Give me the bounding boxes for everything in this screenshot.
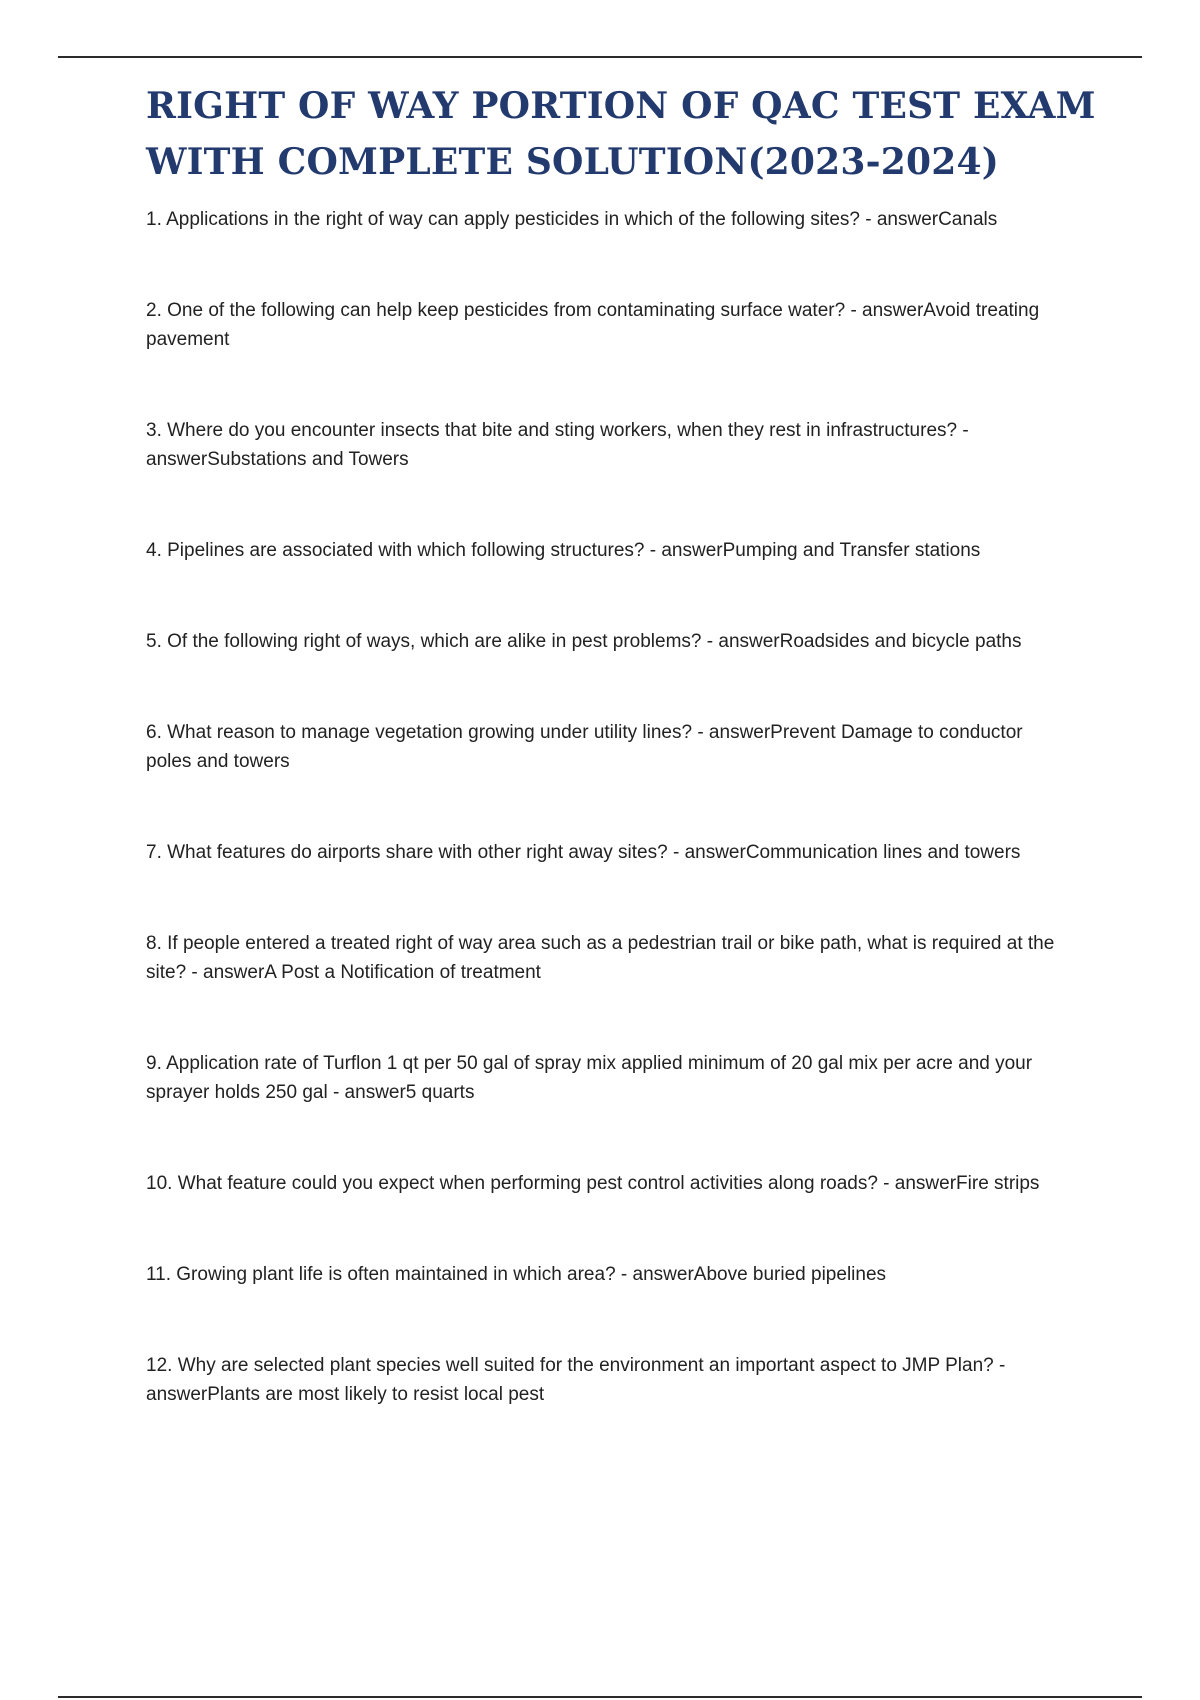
list-item	[146, 416, 1066, 474]
question-text: 9. Application rate of Turflon 1 qt per 50 gal of spray mix applied minimum of 20 gal mix per acre and your sprayer holds 250 gal - answer5 quarts	[146, 1053, 1033, 1103]
list-item	[146, 205, 1066, 234]
title-line-1: RIGHT OF WAY PORTION OF QAC TEST EXAM	[146, 85, 1096, 127]
question-text: 4. Pipelines are associated with which following structures? - answerPumping and Transfer stations	[146, 540, 981, 561]
list-item	[146, 296, 1066, 354]
bottom-rule	[58, 1696, 1142, 1698]
list-item	[146, 838, 1066, 867]
list-item	[146, 929, 1066, 987]
list-item	[146, 1169, 1066, 1198]
question-text: 7. What features do airports share with other right away sites? - answerCommunication lines and towers	[146, 842, 1021, 863]
list-item	[146, 1260, 1066, 1289]
list-item	[146, 627, 1066, 656]
question-text: 11. Growing plant life is often maintained in which area? - answerAbove buried pipelines	[146, 1264, 887, 1285]
title-line-2: WITH COMPLETE SOLUTION(2023-2024)	[146, 141, 1000, 183]
list-item	[146, 718, 1066, 776]
question-list	[146, 205, 1066, 1409]
top-rule	[58, 56, 1142, 58]
list-item	[146, 1049, 1066, 1107]
question-text: 10. What feature could you expect when performing pest control activities along roads? - answerFire strips	[146, 1173, 1040, 1194]
page-title	[146, 78, 1106, 190]
question-text: 3. Where do you encounter insects that bite and sting workers, when they rest in infrastructures? - answerSubstations and Towers	[146, 420, 969, 470]
question-text: 6. What reason to manage vegetation growing under utility lines? - answerPrevent Damage to conductor poles and towers	[146, 722, 1023, 772]
list-item	[146, 1351, 1066, 1409]
question-text: 2. One of the following can help keep pesticides from contaminating surface water? - answerAvoid treating pavement	[146, 300, 1040, 350]
question-text: 5. Of the following right of ways, which are alike in pest problems? - answerRoadsides and bicycle paths	[146, 631, 1022, 652]
question-text: 8. If people entered a treated right of way area such as a pedestrian trail or bike path, what is required at the site? - answerA Post a Notification of treatment	[146, 933, 1055, 983]
list-item	[146, 536, 1066, 565]
question-text: 1. Applications in the right of way can apply pesticides in which of the following sites? - answerCanals	[146, 209, 998, 230]
question-text: 12. Why are selected plant species well suited for the environment an important aspect to JMP Plan? - answerPlants are most likely to resist local pest	[146, 1355, 1006, 1405]
